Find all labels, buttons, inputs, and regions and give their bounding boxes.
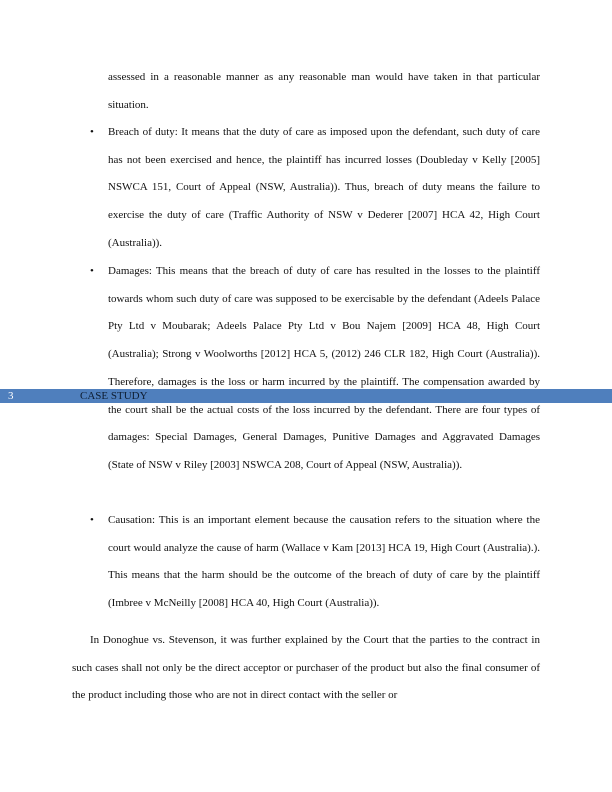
bullet-text: Causation: This is an important element because the causation refers to the situation where the court would analyze the cause of harm (Wallace v Kam [2013] HCA 19, High Court (Australia).). This means that the harm should be the outcome of the breach of duty of care by the plaintiff (Imbree v McNeilly [2008] HCA 40, High Court (Australia)). — [108, 514, 540, 610]
running-header-title: CASE STUDY — [80, 390, 148, 402]
bullet-item-breach-of-duty — [90, 119, 540, 258]
bullet-dot-icon: • — [90, 265, 94, 277]
bullet-dot-icon: • — [90, 514, 94, 526]
closing-paragraph: In Donoghue vs. Stevenson, it was further explained by the Court that the parties to the contract in such cases shall not only be the direct acceptor or purchaser of the product but also the final consumer of the product including those who are not in direct contact with the seller or — [72, 634, 540, 702]
bullet-item-damages — [90, 258, 540, 480]
continuation-paragraph: assessed in a reasonable manner as any reasonable man would have taken in that particular situation. — [108, 71, 540, 111]
page-number: 3 — [8, 390, 14, 402]
bullet-text: Damages: This means that the breach of duty of care has resulted in the losses to the plaintiff towards whom such duty of care was supposed to be exercisable by the defendant (Adeels Palace Pty Ltd v Moubarak; Adeels Palace Pty Ltd v Bou Najem [2009] HCA 48, High Court (Australia); Strong v Woolworths [2012] HCA 5, (2012) 246 CLR 182, High Court (Australia)). Therefore, damages is the loss or harm incurred by the plaintiff. The compensation awarded by the court shall be the actual costs of the loss incurred by the defendant. There are four types of damages: Special Damages, General Damages, Punitive Damages and Aggravated Damages (State of NSW v Riley [2003] NSWCA 208, Court of Appeal (NSW, Australia)). — [108, 265, 540, 471]
bullet-text: Breach of duty: It means that the duty of care as imposed upon the defendant, such duty of care has not been exercised and hence, the plaintiff has incurred losses (Doubleday v Kelly [2005] NSWCA 151, Court of Appeal (NSW, Australia)). Thus, breach of duty means the failure to exercise the duty of care (Traffic Authority of NSW v Dederer [2007] HCA 42, High Court (Australia)). — [108, 126, 540, 249]
bullet-dot-icon: • — [90, 126, 94, 138]
bullet-item-causation — [90, 507, 540, 618]
